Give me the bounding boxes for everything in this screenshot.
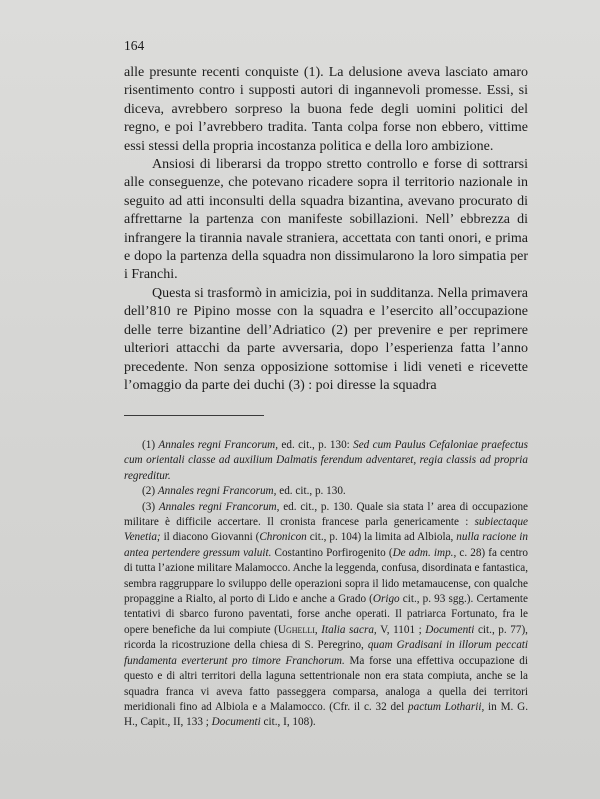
footnote-citation: nulla racione in antea pertendere gressum valuit.: [124, 531, 528, 559]
footnote-reference: ed. cit., p. 130.: [276, 485, 346, 498]
footnote-citation: Documenti: [211, 716, 261, 729]
footnote-text: Ma forse una effettiva occupazione di questo e di altri territori della laguna settentrionale non era stata compiuta, anche se la squadra franca vi aveva fatto passeggera comparsa, analoga a quella dei territori meridionali fino ad Albiola e a Malamocco. (Cfr. il c. 32 del: [124, 654, 528, 713]
footnote-text: cit., p. 93 sgg.). Certamente tentativi di sbarco furono paventati, forse anche operati. Il patriarca Fortunato, fra le opere benefiche da lui compiute (: [124, 593, 529, 636]
footnote-number: (1): [142, 439, 156, 451]
footnote-source: Annales regni Francorum,: [158, 500, 280, 513]
footnote-citation: Italia sacra,: [321, 623, 377, 636]
footnote-author: Ughelli,: [277, 623, 318, 636]
footnote-citation: Documenti: [425, 623, 475, 636]
footnote-reference: ed. cit., p. 130:: [278, 439, 354, 451]
main-text: [124, 64, 528, 395]
footnote-citation: subiectaque Venetia;: [124, 516, 528, 544]
footnote-citation: Chronicon: [259, 531, 307, 544]
footnote-text: c. 28) fa centro di tutta l’azione militare Malamocco. Anche la leggenda, confusa, disordinata e fantastica, sembra raggruppare lo sviluppo delle operazioni sopra il lido metamaucense, con qualche propaggine a Rialto, al porto di Lido e anche a Grado (: [124, 546, 529, 606]
footnote-text: il diacono Giovanni (: [160, 531, 260, 544]
footnote-1: [124, 438, 528, 484]
paragraph: Ansiosi di liberarsi da troppo stretto controllo e forse di sottrarsi alle conseguenze, che potevano ricadere sopra il territorio nazionale in seguito ad atti inconsulti della squadra bizantina, avevano procurato di affrettarne la partenza con manifeste sobillazioni. Nell’ ebbrezza di infrangere la tirannia navale straniera, accettata con tanti onori, e prima e dopo la partenza della squadra non dissimularono la loro simpatia per i Franchi.: [124, 157, 528, 283]
footnote-source: Annales regni Francorum,: [157, 485, 277, 498]
footnote-text: in M. G. H., Capit., II, 133 ;: [124, 700, 529, 729]
footnote-text: ed. cit., p. 130. Quale sia stata l’ area di occupazione militare è difficile accertare. Il cronista francese parla genericamente :: [124, 500, 529, 529]
footnote-number: (2): [142, 485, 156, 498]
footnotes: [124, 438, 528, 731]
footnote-text: cit., p. 104) la limita ad Albiola,: [306, 531, 457, 544]
footnote-text: cit., p. 77), ricorda la ricostruzione della chiesa di S. Peregrino,: [124, 623, 528, 652]
footnote-2: [124, 484, 528, 499]
page-number: 164: [124, 38, 145, 53]
footnote-citation: De adm. imp.,: [392, 546, 457, 559]
footnote-number: (3): [142, 500, 156, 513]
footnote-3: [124, 500, 528, 731]
footnote-quote: Sed cum Paulus Cefaloniae praefectus cum orientali classe ad auxilium Dalmatis ferendum adventaret, regia classis ad propria regreditur.: [124, 439, 529, 482]
footnote-citation: pactum Lotharii,: [408, 700, 485, 713]
paragraph: alle presunte recenti conquiste (1). La delusione aveva lasciato amaro risentimento contro i supposti autori di ingannevoli promesse. Essi, si diceva, avrebbero sorpreso la buona fede degli uomini politici del regno, e poi l’avrebbero tradita. Tanta colpa forse non ebbero, vittime essi stessi della propria incostanza politica e della loro ambizione.: [124, 65, 528, 154]
footnote-citation: Origo: [372, 593, 400, 606]
paragraph: Questa si trasformò in amicizia, poi in sudditanza. Nella primavera dell’810 re Pipino mosse con la squadra e l’esercito all’occupazione delle terre bizantine dell’Adriatico (2) per prevenire e per reprimere ulteriori attacchi da parte avversaria, dopo l’esperienza fatta l’anno precedente. Non senza opposizione sottomise i lidi veneti e ricevette l’omaggio da parte dei duchi (3) : poi diresse la squadra: [124, 285, 528, 393]
footnote-text: Costantino Porfirogenito (: [271, 546, 393, 559]
footnote-citation: quam Gradisani in illorum peccati fundamenta everterunt pro timore Franchorum.: [124, 639, 528, 667]
footnote-text: cit., I, 108).: [260, 716, 316, 729]
footnote-separator: [124, 415, 264, 416]
footnote-source: Annales regni Francorum,: [158, 439, 279, 451]
footnote-text: V, 1101 ;: [376, 623, 426, 636]
